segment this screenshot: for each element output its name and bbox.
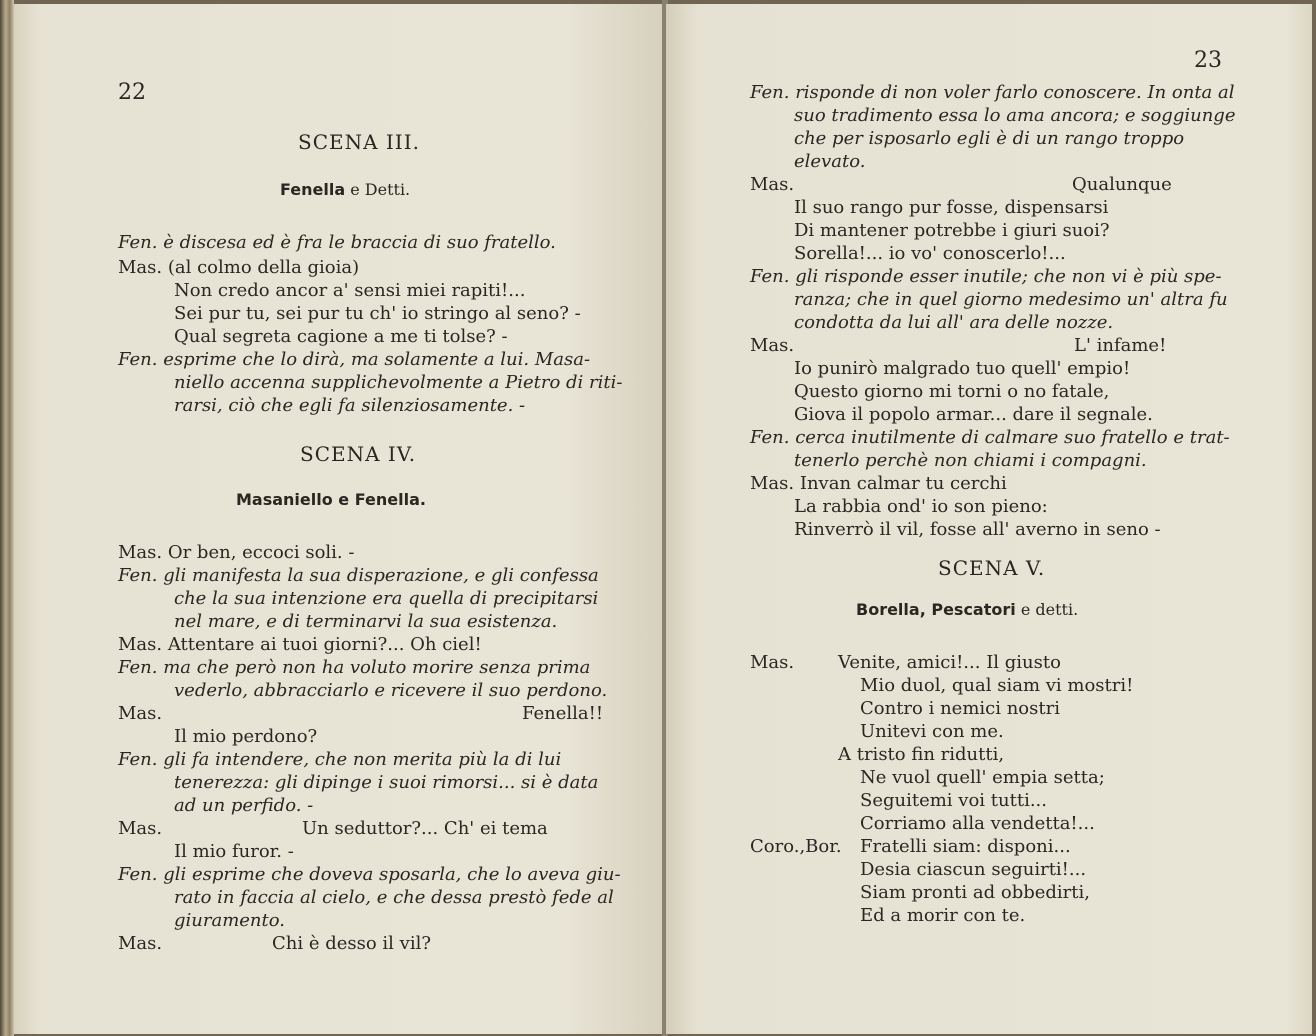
text-line: condotta da lui all' ara delle nozze.: [794, 312, 1114, 333]
subtitle-rest: e detti.: [1015, 600, 1079, 619]
character-names: Borella, Pescatori: [856, 600, 1016, 619]
text-line: Qualunque: [1072, 174, 1172, 195]
text-line: Seguitemi voi tutti...: [860, 790, 1047, 811]
text-line: Io punirò malgrado tuo quell' empio!: [794, 358, 1131, 379]
text-line: Fen. ma che però non ha voluto morire senza prima: [118, 657, 591, 678]
page-number: 23: [1194, 48, 1222, 73]
text-line: Venite, amici!... Il giusto: [838, 652, 1061, 673]
text-line: Fen. gli manifesta la sua disperazione, e gli confessa: [118, 565, 599, 586]
text-line: Chi è desso il vil?: [272, 933, 431, 954]
text-line: Mio duol, qual siam vi mostri!: [860, 675, 1134, 696]
text-line: elevato.: [794, 151, 866, 172]
text-line: che per isposarlo egli è di un rango troppo: [794, 128, 1185, 149]
text-line: Fen. gli esprime che doveva sposarla, che lo aveva giu-: [118, 864, 621, 885]
text-line: ranza; che in quel giorno medesimo un' altra fu: [794, 289, 1228, 310]
text-line: Mas.: [750, 652, 795, 673]
character-names: Masaniello e Fenella.: [236, 490, 426, 509]
text-line: Sei pur tu, sei pur tu ch' io stringo al seno? -: [174, 303, 581, 324]
text-line: tenerlo perchè non chiami i compagni.: [794, 450, 1147, 471]
text-line: Mas.: [750, 335, 795, 356]
left-page: [14, 4, 664, 1034]
text-line: A tristo fin ridutti,: [838, 744, 1005, 765]
text-line: Giova il popolo armar... dare il segnale.: [794, 404, 1153, 425]
text-line: Unitevi con me.: [860, 721, 1004, 742]
text-line: Di mantener potrebbe i giuri suoi?: [794, 220, 1110, 241]
text-line: Fratelli siam: disponi...: [860, 836, 1071, 857]
text-line: ad un perfido. -: [174, 795, 314, 816]
text-line: rato in faccia al cielo, e che dessa prestò fede al: [174, 887, 614, 908]
scene-title: SCENA V.: [938, 556, 1046, 580]
text-line: Fen. gli fa intendere, che non merita più la di lui: [118, 749, 562, 770]
text-line: che la sua intenzione era quella di precipitarsi: [174, 588, 599, 609]
text-line: La rabbia ond' io son pieno:: [794, 496, 1048, 517]
text-line: Il suo rango pur fosse, dispensarsi: [794, 197, 1109, 218]
text-line: L' infame!: [1074, 335, 1167, 356]
text-line: Corriamo alla vendetta!...: [860, 813, 1095, 834]
text-line: Sorella!... io vo' conoscerlo!...: [794, 243, 1066, 264]
text-line: Fenella!!: [522, 703, 604, 724]
text-line: Il mio furor. -: [174, 841, 294, 862]
text-line: Coro.,Bor.: [750, 836, 842, 857]
text-line: suo tradimento essa lo ama ancora; e soggiunge: [794, 105, 1236, 126]
scene-subtitle: [280, 180, 410, 199]
text-line: Siam pronti ad obbedirti,: [860, 882, 1090, 903]
scene-subtitle: [236, 490, 426, 509]
subtitle-rest: e Detti.: [345, 180, 411, 199]
scene-title: SCENA IV.: [300, 442, 417, 466]
text-line: vederlo, abbracciarlo e ricevere il suo perdono.: [174, 680, 608, 701]
text-line: giuramento.: [174, 910, 285, 931]
text-line: Ne vuol quell' empia setta;: [860, 767, 1105, 788]
text-line: Qual segreta cagione a me ti tolse? -: [174, 326, 508, 347]
text-line: Fen. cerca inutilmente di calmare suo fratello e trat-: [750, 427, 1230, 448]
text-line: tenerezza: gli dipinge i suoi rimorsi... si è data: [174, 772, 599, 793]
book-edge: [0, 0, 14, 1036]
text-line: rarsi, ciò che egli fa silenziosamente. -: [174, 395, 526, 416]
text-line: Mas.: [118, 703, 163, 724]
text-line: Mas.: [118, 818, 163, 839]
text-line: Fen. esprime che lo dirà, ma solamente a lui. Masa-: [118, 349, 591, 370]
text-line: Desia ciascun seguirti!...: [860, 859, 1087, 880]
right-page: [666, 4, 1312, 1034]
text-line: Mas. Invan calmar tu cerchi: [750, 473, 1007, 494]
text-line: Mas. (al colmo della gioia): [118, 257, 360, 278]
text-line: Fen. è discesa ed è fra le braccia di suo fratello.: [118, 232, 556, 253]
text-line: Fen. risponde di non voler farlo conoscere. In onta al: [750, 82, 1235, 103]
text-line: Mas.: [750, 174, 795, 195]
text-line: Ed a morir con te.: [860, 905, 1026, 926]
text-line: Rinverrò il vil, fosse all' averno in seno -: [794, 519, 1161, 540]
text-line: Il mio perdono?: [174, 726, 318, 747]
text-line: Contro i nemici nostri: [860, 698, 1060, 719]
text-line: Mas. Or ben, eccoci soli. -: [118, 542, 355, 563]
text-line: Mas.: [118, 933, 163, 954]
text-line: Un seduttor?... Ch' ei tema: [302, 818, 548, 839]
text-line: Fen. gli risponde esser inutile; che non vi è più spe-: [750, 266, 1222, 287]
text-line: Questo giorno mi torni o no fatale,: [794, 381, 1110, 402]
text-line: Non credo ancor a' sensi miei rapiti!...: [174, 280, 526, 301]
scene-subtitle: [856, 600, 1078, 619]
text-line: Mas. Attentare ai tuoi giorni?... Oh ciel!: [118, 634, 482, 655]
character-name: Fenella: [280, 180, 346, 199]
text-line: niello accenna supplichevolmente a Pietro di riti-: [174, 372, 623, 393]
scene-title: SCENA III.: [298, 130, 420, 154]
text-line: nel mare, e di terminarvi la sua esistenza.: [174, 611, 558, 632]
page-number: 22: [118, 80, 146, 105]
